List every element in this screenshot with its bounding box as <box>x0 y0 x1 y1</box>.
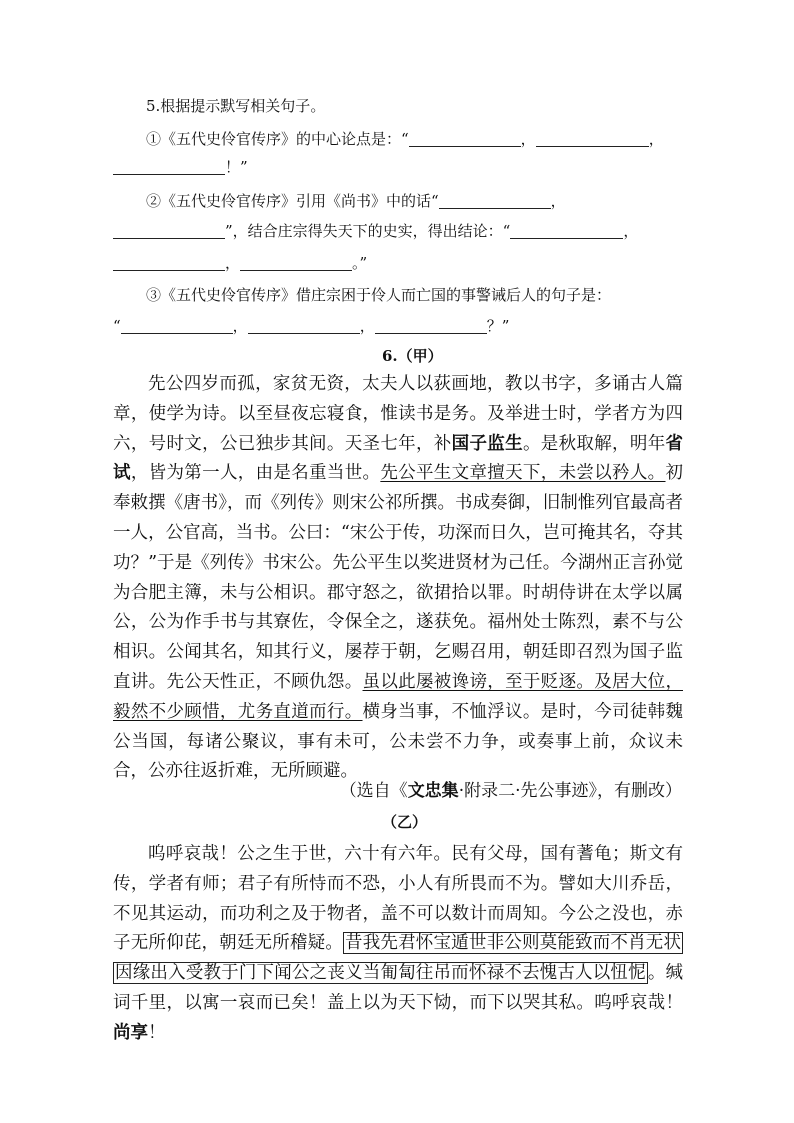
passage-yi-text: 呜呼哀哉！公之生于世，六十有六年。民有父母，国有蓍龟；斯文有传，学者有师；君子有所恃而不恐，小人有所畏而不为。譬如大川乔岳，不见其运动，而功利之及于物者，盖不可以数计而周知。今公之没也，赤子无所仰芘，朝廷无所稽疑。 昔我先君怀宝遁世非公则莫能致而不肖无状因缘出入受教于门下闻公之丧义当匍匐往吊而怀禄不去愧古人以忸怩 。缄词千里，以寓一哀而已矣！盖上以为天下恸，而下以哭其私。呜呼哀哉！尚享！ <box>113 844 684 1043</box>
underlined-sentence-2: 虽以此屡被谗谤，至于贬逐。及居大位，毅然不少顾惜，尤务直道而行。 <box>113 671 683 722</box>
answer-blank[interactable] <box>113 158 225 175</box>
q5-item3-prompt: ③《五代史伶官传序》借庄宗困于伶人而亡国的事警诫后人的句子是： <box>146 286 612 304</box>
q6-heading-jia: 6.（甲） <box>382 347 443 365</box>
source-citation: （选自《文忠集·附录二·先公事迹》，有删改） <box>339 781 682 801</box>
answer-blank[interactable] <box>113 254 225 271</box>
boxed-passage: 昔我先君怀宝遁世非公则莫能致而不肖无状因缘出入受教于门下闻公之丧义当匍匐往吊而怀禄不去愧古人以忸怩 <box>115 933 681 984</box>
answer-blank[interactable] <box>113 222 225 239</box>
answer-blank[interactable] <box>375 317 487 334</box>
q5-item3-line2: “ ， ， ？” <box>113 317 510 335</box>
answer-blank[interactable] <box>121 317 233 334</box>
answer-blank[interactable] <box>409 130 521 147</box>
answer-blank[interactable] <box>536 130 649 147</box>
q5-item2-line1: ②《五代史伶官传序》引用《尚书》中的话“ ， <box>146 192 566 210</box>
underlined-sentence-1: 先公平生文章擅天下，未尝以矜人。 <box>380 463 666 484</box>
answer-blank[interactable] <box>510 222 623 239</box>
answer-blank[interactable] <box>248 317 360 334</box>
q5-item1-line1: ①《五代史伶官传序》的中心论点是：“ ， ， <box>146 130 664 148</box>
q5-item2-prompt: ②《五代史伶官传序》引用《尚书》中的话“ <box>146 192 439 210</box>
q5-item1-prompt: ①《五代史伶官传序》的中心论点是：“ <box>146 130 409 148</box>
answer-blank[interactable] <box>439 192 551 209</box>
passage-yi <box>113 840 683 1049</box>
answer-blank[interactable] <box>240 254 352 271</box>
passage-jia-text: 先公四岁而孤，家贫无资，太夫人以荻画地，教以书字，多诵古人篇章，使学为诗。以至昼夜忘寝食，惟读书是务。及举进士时，学者方为四六，号时文，公已独步其间。天圣七年，补国子监生。是秋取解，明年省试，皆为第一人，由是名重当世。先公平生文章擅天下，未尝以矜人。初奉敕撰《唐书》，而《列传》则宋公祁所撰。书成奏御，旧制惟列官最高者一人，公官高，当书。公曰：“宋公于传，功深而日久，岂可掩其名，夺其功？”于是《列传》书宋公。先公平生以奖进贤材为己任。今湖州正言孙觉为合肥主簿，未与公相识。郡守怒之，欲捃拾以罪。时胡侍讲在太学以属公，公为作手书与其寮佐，令保全之，遂获免。福州处士陈烈，素不与公相识。公闻其名，知其行义，屡荐于朝，乞赐召用，朝廷即召烈为国子监直讲。先公天性正，不顾仇怨。虽以此屡被谗谤，至于贬逐。及居大位，毅然不少顾惜，尤务直道而行。横身当事，不恤浮议。是时，今司徒韩魏公当国，每诸公聚议，事有未可，公未尝不力争，或奏事上前，众议未合，公亦往返折难，无所顾避。 <box>113 374 684 782</box>
q5-item2-line2: ”，结合庄宗得失天下的史实，得出结论：“ ， <box>113 220 638 242</box>
q5-intro: 5.根据提示默写相关句子。 <box>146 97 326 115</box>
passage-jia <box>113 370 683 787</box>
q6-heading-yi: （乙） <box>382 813 428 831</box>
q5-item2-line3: ， 。” <box>113 252 367 274</box>
q5-item1-line2: ！” <box>113 156 248 178</box>
